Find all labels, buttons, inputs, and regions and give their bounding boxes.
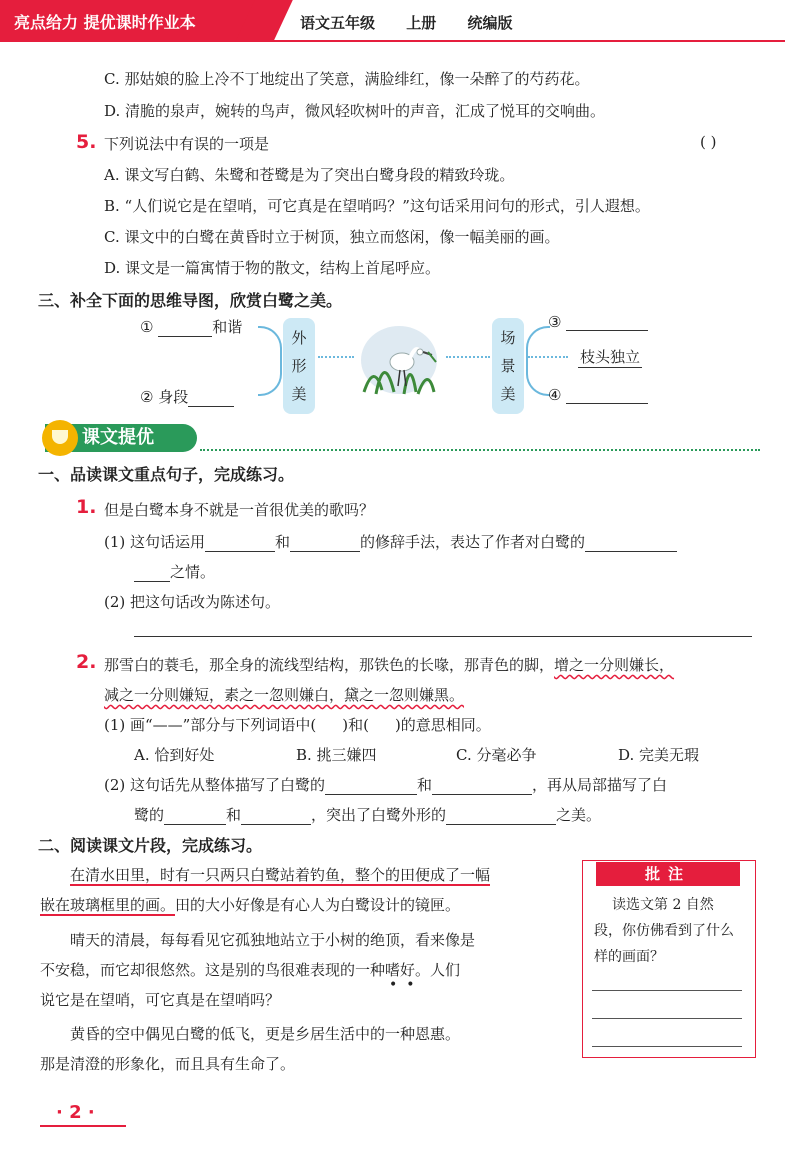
q2-blank4[interactable] <box>241 808 311 825</box>
q1-number: 1. <box>76 496 97 518</box>
mindmap-branch-right-top <box>526 326 550 360</box>
q5-option-a: A. 课文写白鹤、朱鹭和苍鹭是为了突出白鹭身段的精致玲珑。 <box>104 166 515 184</box>
mindmap-blank2[interactable] <box>188 390 234 407</box>
q1-blank3[interactable] <box>585 535 677 552</box>
page-number-rule <box>40 1125 126 1127</box>
passage-p2-line3: 说它是在望哨，可它真是在望哨吗？ <box>40 991 281 1009</box>
annotation-title: 批注 <box>596 862 740 886</box>
q5-option-b: B. “人们说它是在望哨，可它真是在望哨吗？”这句话采用问句的形式，引人遐想。 <box>104 197 650 215</box>
mindmap-blank4[interactable] <box>566 387 648 404</box>
q1-sub1: (1) 这句话运用 和 的修辞手法，表达了作者对白鹭的 <box>104 531 677 552</box>
banner-dotted-rule <box>200 449 760 451</box>
header-edition: 统编版 <box>467 14 513 32</box>
emphasis-dots: •• <box>389 977 424 993</box>
q1-sentence: 但是白鹭本身不就是一首很优美的歌吗？ <box>104 501 375 519</box>
annotation-line3: 样的画面？ <box>594 949 664 965</box>
q2-opt-b: B. 挑三嫌四 <box>296 746 377 764</box>
mindmap-branch-left-bottom <box>258 360 282 396</box>
mindmap-pill-scene: 场 景 美 <box>492 318 524 414</box>
page-number: · 2 · <box>56 1102 95 1123</box>
q5-number: 5. <box>76 131 97 153</box>
mindmap-link-right <box>446 356 490 358</box>
part2-title: 二、阅读课文片段，完成练习。 <box>38 836 263 855</box>
q5-option-c: C. 课文中的白鹭在黄昏时立于树顶，独立而悠闲，像一幅美丽的画。 <box>104 228 560 246</box>
q2-opt-a: A. 恰到好处 <box>134 746 215 764</box>
mindmap-item1: ① 和谐 <box>140 318 243 336</box>
passage-p1-line2: 嵌在玻璃框里的画。田的大小好像是有心人为白鹭设计的镜匣。 <box>40 896 461 914</box>
egret-illustration <box>354 322 444 398</box>
section-banner-title: 课文提优 <box>82 427 154 448</box>
q2-blank1[interactable] <box>325 778 417 795</box>
passage-p1-line1: 在清水田里，时有一只两只白鹭站着钓鱼，整个的田便成了一幅 <box>70 866 491 884</box>
q2-number: 2. <box>76 651 97 673</box>
q1-answer-line[interactable] <box>134 636 752 637</box>
mindmap-blank1[interactable] <box>158 320 212 337</box>
mindmap-branch-left-top <box>258 326 282 360</box>
mindmap-item2: ② 身段 <box>140 386 234 407</box>
header-rule <box>270 40 785 42</box>
q1-blank2[interactable] <box>290 535 360 552</box>
prev-option-c: C. 那姑娘的脸上冷不丁地绽出了笑意，满脸绯红，像一朵醉了的芍药花。 <box>104 70 590 88</box>
q2-blank5[interactable] <box>446 808 556 825</box>
header-volume: 上册 <box>406 14 437 32</box>
q1-sub2: (2) 把这句话改为陈述句。 <box>104 593 281 611</box>
q2-sub1: (1) 画“——”部分与下列词语中( )和( )的意思相同。 <box>104 716 491 734</box>
prev-option-d: D. 清脆的泉声，婉转的鸟声，微风轻吹树叶的声音，汇成了悦耳的交响曲。 <box>104 102 606 120</box>
annotation-line1: 读选文第 2 自然 <box>612 897 714 913</box>
q2-sub2: (2) 这句话先从整体描写了白鹭的 和 ，再从局部描写了白 <box>104 776 668 794</box>
q2-blank2[interactable] <box>432 778 532 795</box>
passage-p3-line1: 黄昏的空中偶见白鹭的低飞，更是乡居生活中的一种恩惠。 <box>70 1025 461 1043</box>
q2-opt-c: C. 分毫必争 <box>456 746 537 764</box>
annotation-answer-line1[interactable] <box>592 990 742 991</box>
annotation-answer-line3[interactable] <box>592 1046 742 1047</box>
q2-sub2-cont: 鹭的 和 ，突出了白鹭外形的 之美。 <box>134 806 602 824</box>
q2-line2: 减之一分则嫌短，素之一忽则嫌白，黛之一忽则嫌黑。 <box>104 686 465 704</box>
q2-line1: 那雪白的蓑毛，那全身的流线型结构，那铁色的长喙，那青色的脚，增之一分则嫌长， <box>104 656 675 674</box>
passage-p2-line2: 不安稳，而它却很悠然。这是别的鸟很难表现的一种 •• 嗜好。人们 <box>40 961 461 993</box>
header-info <box>300 12 539 33</box>
q2-opt-d: D. 完美无瑕 <box>618 746 700 764</box>
section3-title: 三、补全下面的思维导图，欣赏白鹭之美。 <box>38 291 343 310</box>
q5-answer-paren[interactable]: ( ) <box>700 133 717 151</box>
mindmap-branch-right-bottom <box>526 360 550 396</box>
mindmap-branch-right-mid <box>528 356 568 358</box>
mindmap-item-mid: 枝头独立 <box>580 348 641 366</box>
passage-p2-line1: 晴天的清晨，每每看见它孤独地站立于小树的绝顶，看来像是 <box>70 931 476 949</box>
annotation-line2: 段，你仿佛看到了什么 <box>594 923 734 939</box>
mindmap-link-left <box>318 356 354 358</box>
mindmap-pill-appearance: 外 形 美 <box>283 318 315 414</box>
series-title: 亮点给力 提优课时作业本 <box>14 13 196 32</box>
part1-title: 一、品读课文重点句子，完成练习。 <box>38 465 295 484</box>
mindmap-blank3[interactable] <box>566 314 648 331</box>
q2-blank3[interactable] <box>164 808 226 825</box>
q1-sub1-cont: 之情。 <box>134 561 215 582</box>
q1-blank1[interactable] <box>205 535 275 552</box>
mindmap-item3: ③ <box>548 313 648 331</box>
passage-p3-line2: 那是清澄的形象化，而且具有生命了。 <box>40 1055 296 1073</box>
header-subject: 语文五年级 <box>300 14 376 32</box>
mindmap-item4: ④ <box>548 386 648 404</box>
q1-blank4[interactable] <box>134 565 170 582</box>
q5-stem: 下列说法中有误的一项是 <box>104 135 270 153</box>
q5-option-d: D. 课文是一篇寓情于物的散文，结构上首尾呼应。 <box>104 259 441 277</box>
annotation-answer-line2[interactable] <box>592 1018 742 1019</box>
